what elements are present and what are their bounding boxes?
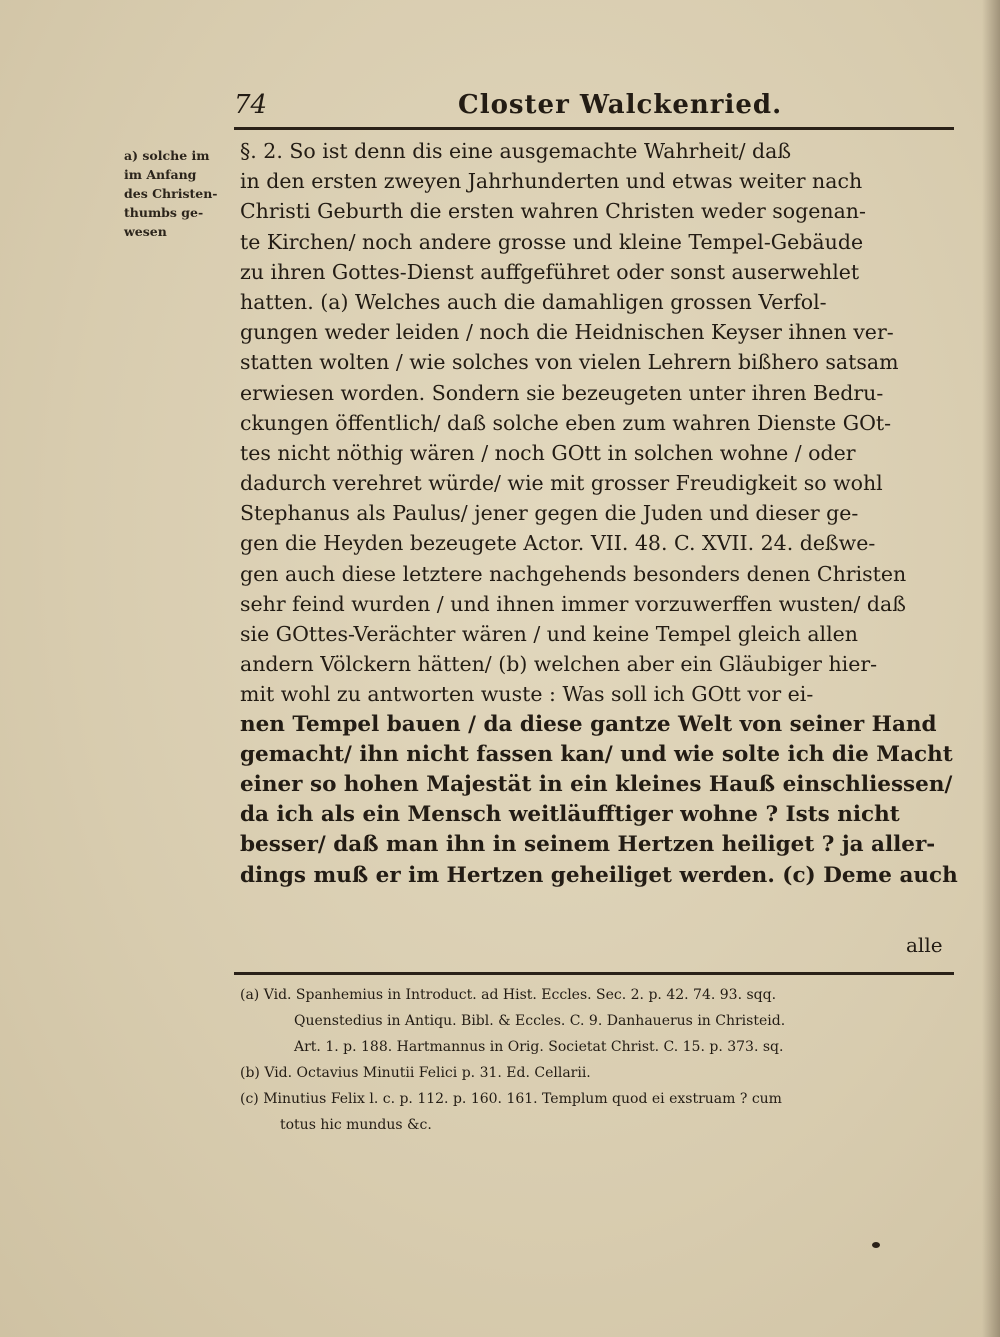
page-number: 74: [234, 90, 268, 120]
footnote-line: (b) Vid. Octavius Minutii Felici p. 31. Ed. Cellarii.: [240, 1065, 591, 1081]
body-line-emphasis: gemacht/ ihn nicht fassen kan/ und wie solte ich die Macht: [240, 741, 953, 767]
body-line-emphasis: einer so hohen Majestät in ein kleines Hauß einschliessen/: [240, 771, 953, 797]
body-line: mit wohl zu antworten wuste : Was soll ich GOtt vor ei-: [240, 682, 814, 707]
body-line-emphasis: da ich als ein Mensch weitläufftiger wohne ? Ists nicht: [240, 802, 900, 828]
body-line-emphasis: besser/ daß man ihn in seinem Hertzen heiliget ? ja aller-: [240, 832, 936, 858]
body-line: ckungen öffentlich/ daß solche eben zum wahren Dienste GOt-: [240, 410, 892, 435]
footnote-line: Art. 1. p. 188. Hartmannus in Orig. Societat Christ. C. 15. p. 373. sq.: [294, 1039, 784, 1055]
body-line: gungen weder leiden / noch die Heidnischen Keyser ihnen ver-: [240, 320, 894, 345]
running-head: Closter Walckenried.: [458, 90, 783, 120]
body-line: zu ihren Gottes-Dienst auffgeführet oder sonst auserwehlet: [240, 259, 860, 284]
body-line: §. 2. So ist denn dis eine ausgemachte Wahrheit/ daß: [240, 139, 792, 163]
body-line-emphasis: nen Tempel bauen / da diese gantze Welt von seiner Hand: [240, 711, 937, 737]
catchword: alle: [906, 933, 943, 957]
footnote-line: Quenstedius in Antiqu. Bibl. & Eccles. C. 9. Danhauerus in Christeid.: [294, 1013, 786, 1029]
marginal-note-line: a) solche im: [124, 148, 210, 163]
body-line: erwiesen worden. Sondern sie bezeugeten unter ihren Bedru-: [240, 380, 884, 405]
body-line: sie GOttes-Verächter wären / und keine Tempel gleich allen: [240, 622, 858, 646]
body-line: dadurch verehret würde/ wie mit grosser Freudigkeit so wohl: [240, 471, 883, 496]
body-line: hatten. (a) Welches auch die damahligen grossen Verfol-: [240, 289, 827, 314]
body-line: Stephanus als Paulus/ jener gegen die Juden und dieser ge-: [240, 501, 859, 526]
marginal-note-line: wesen: [124, 224, 167, 239]
body-line: sehr feind wurden / und ihnen immer vorzuwerffen wusten/ daß: [240, 591, 906, 616]
body-line: andern Völckern hätten/ (b) welchen aber ein Gläubiger hier-: [240, 652, 878, 677]
body-line: gen auch diese letztere nachgehends besonders denen Christen: [240, 561, 907, 586]
header-rule: [234, 127, 954, 130]
body-line: te Kirchen/ noch andere grosse und kleine Tempel-Gebäude: [240, 229, 864, 254]
footnote-line: (a) Vid. Spanhemius in Introduct. ad Hist. Eccles. Sec. 2. p. 42. 74. 93. sqq.: [240, 987, 777, 1003]
footnotes: [240, 982, 956, 1138]
body-line: in den ersten zweyen Jahrhunderten und etwas weiter nach: [240, 169, 863, 194]
ink-speck: [872, 1242, 880, 1248]
body-line: statten wolten / wie solches von vielen Lehrern bißhero satsam: [240, 350, 899, 375]
marginal-note: [124, 146, 232, 241]
page-edge-shadow: [982, 0, 1000, 1337]
body-text: [240, 136, 956, 891]
footnote-line: (c) Minutius Felix l. c. p. 112. p. 160. 161. Templum quod ei exstruam ? cum: [240, 1091, 782, 1107]
footnote-rule: [234, 972, 954, 975]
marginal-note-line: im Anfang: [124, 167, 197, 182]
page-header: [234, 88, 954, 128]
footnote-line: totus hic mundus &c.: [280, 1117, 432, 1133]
body-line: gen die Heyden bezeugete Actor. VII. 48. C. XVII. 24. deßwe-: [240, 531, 876, 556]
body-line: Christi Geburth die ersten wahren Christen weder sogenan-: [240, 199, 866, 224]
body-line-emphasis: dings muß er im Hertzen geheiliget werden. (c) Deme auch: [240, 862, 958, 888]
marginal-note-line: thumbs ge-: [124, 205, 204, 220]
marginal-note-line: des Christen-: [124, 186, 218, 201]
body-line: tes nicht nöthig wären / noch GOtt in solchen wohne / oder: [240, 440, 856, 465]
